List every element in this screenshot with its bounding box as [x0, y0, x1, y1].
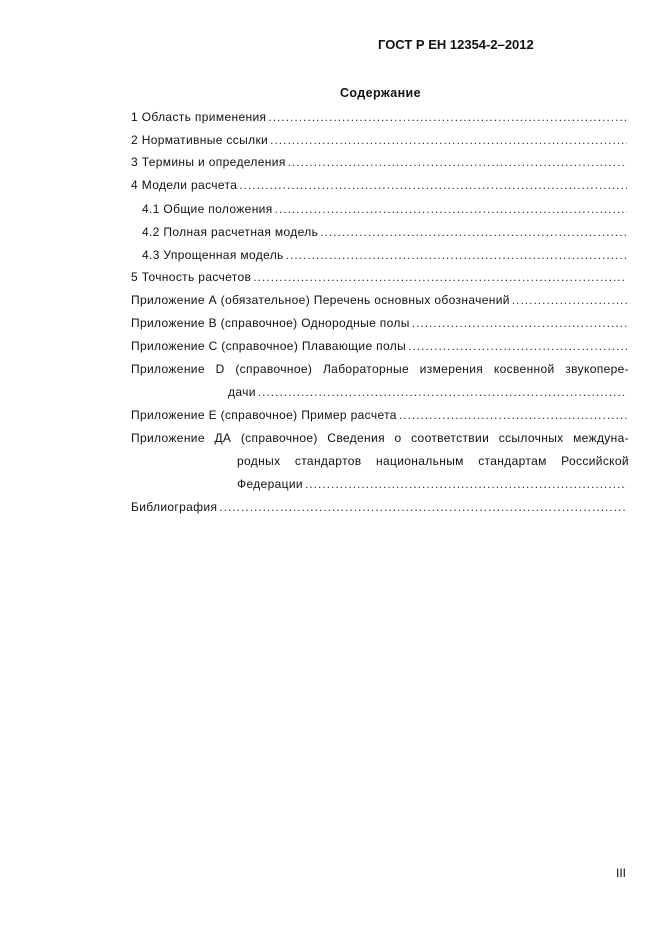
toc-entry[interactable] [131, 293, 627, 309]
toc-label: Приложение А (обязательное) Перечень основных обозначений [131, 293, 510, 307]
toc-label: 5 Точность расчетов [131, 270, 252, 284]
toc-entry[interactable] [142, 248, 627, 264]
toc-label: Приложение С (справочное) Плавающие полы [131, 339, 407, 353]
toc-label: 4.2 Полная расчетная модель [142, 225, 319, 239]
toc-label: 1 Область применения [131, 110, 267, 124]
leader-dots [270, 133, 627, 149]
leader-dots [408, 339, 627, 355]
leader-dots [275, 202, 627, 218]
toc-label: 4.3 Упрощенная модель [142, 248, 284, 262]
document-header: ГОСТ Р ЕН 12354-2–2012 [378, 37, 534, 52]
toc-entry[interactable] [142, 225, 627, 241]
toc-label: 4.1 Общие положения [142, 202, 273, 216]
toc-label: 4 Модели расчета [131, 178, 238, 192]
leader-dots [258, 385, 627, 401]
leader-dots [253, 270, 627, 286]
leader-dots [239, 178, 627, 194]
toc-label: Приложение В (справочное) Однородные полы [131, 316, 410, 330]
toc-label: Федерации [237, 477, 303, 491]
toc-entry-continuation[interactable] [237, 477, 627, 493]
toc-entry[interactable] [131, 500, 627, 516]
toc-entry[interactable] [131, 339, 627, 355]
leader-dots [305, 477, 627, 493]
toc-entry[interactable] [131, 270, 627, 286]
toc-entry-continuation[interactable] [228, 385, 627, 401]
leader-dots [288, 155, 627, 171]
toc-label: 3 Термины и определения [131, 155, 286, 169]
page-title: Содержание [339, 86, 421, 100]
leader-dots [512, 293, 627, 309]
toc-entry[interactable] [131, 316, 627, 332]
leader-dots [286, 248, 627, 264]
page-number: III [616, 866, 627, 880]
toc-entry[interactable] [131, 110, 627, 126]
leader-dots [412, 316, 627, 332]
toc-label: дачи [228, 385, 256, 399]
toc-entry-continuation[interactable]: родных стандартов национальным стандартам Российской [237, 454, 629, 468]
toc-entry[interactable]: Приложение D (справочное) Лабораторные измерения косвенной звукопере- [131, 362, 629, 376]
toc-entry[interactable] [131, 408, 627, 424]
toc-label: Библиография [131, 500, 218, 514]
leader-dots [219, 500, 627, 516]
toc-entry[interactable]: Приложение ДА (справочное) Сведения о соответствии ссылочных междуна- [131, 431, 629, 445]
toc-entry[interactable] [131, 133, 627, 149]
leader-dots [320, 225, 627, 241]
toc-entry[interactable] [131, 178, 627, 194]
toc-entry[interactable] [131, 155, 627, 171]
leader-dots [399, 408, 627, 424]
toc-label: 2 Нормативные ссылки [131, 133, 269, 147]
leader-dots [268, 110, 627, 126]
toc-entry[interactable] [142, 202, 627, 218]
toc-label: Приложение Е (справочное) Пример расчета [131, 408, 397, 422]
